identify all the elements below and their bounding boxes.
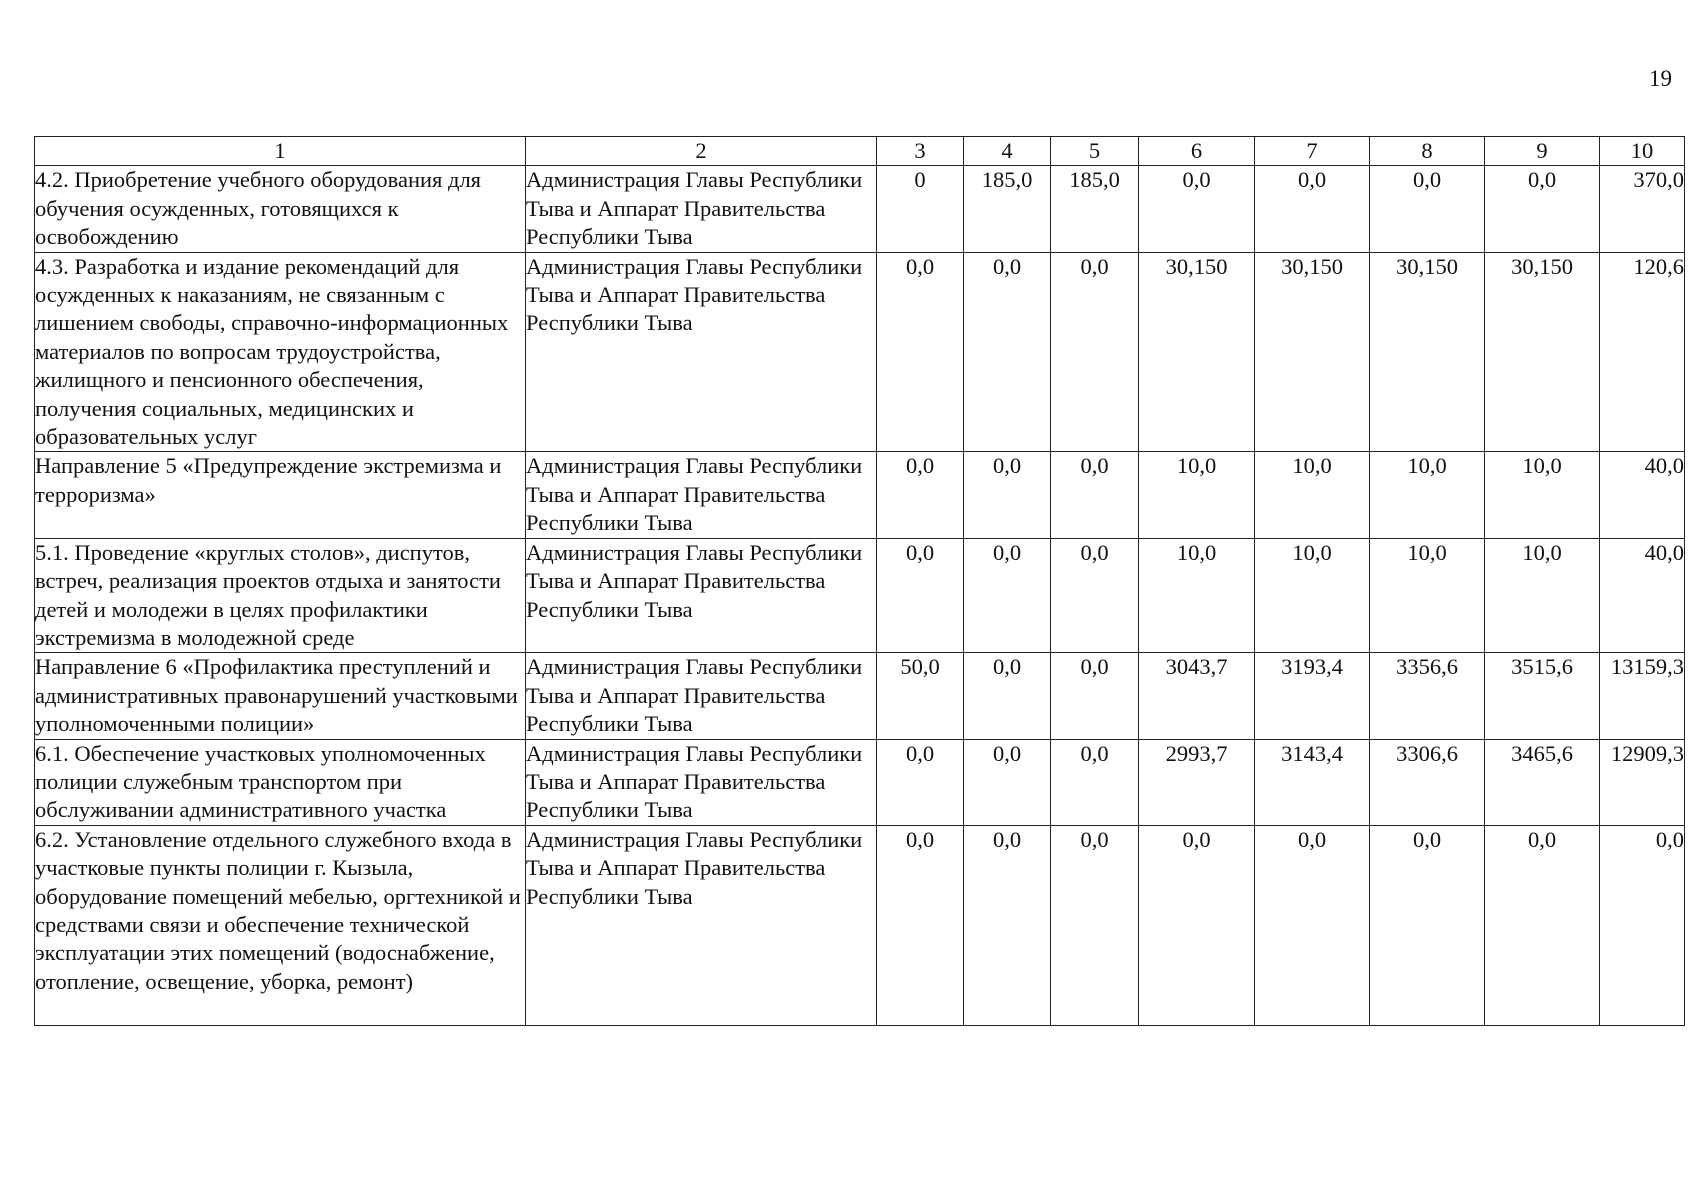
total-cell: 13159,3	[1600, 653, 1685, 739]
value-cell: 10,0	[1485, 538, 1600, 653]
value-cell: 0,0	[964, 739, 1051, 825]
column-number: 5	[1051, 137, 1139, 166]
value-cell: 3515,6	[1485, 653, 1600, 739]
total-cell: 40,0	[1600, 538, 1685, 653]
value-cell: 0,0	[1255, 166, 1370, 252]
value-cell: 0,0	[877, 538, 964, 653]
table-row	[35, 538, 1685, 653]
value-cell: 3306,6	[1370, 739, 1485, 825]
value-cell: 0,0	[1370, 166, 1485, 252]
value-cell: 0,0	[877, 739, 964, 825]
page-number: 19	[1649, 66, 1672, 91]
column-number: 4	[964, 137, 1051, 166]
value-cell: 3143,4	[1255, 739, 1370, 825]
value-cell: 30,150	[1255, 252, 1370, 452]
executor: Администрация Главы Республики Тыва и Аппарат Правительства Республики Тыва	[526, 739, 877, 825]
value-cell: 30,150	[1139, 252, 1255, 452]
value-cell: 0,0	[1139, 825, 1255, 1025]
value-cell: 10,0	[1370, 538, 1485, 653]
column-number: 2	[526, 137, 877, 166]
executor: Администрация Главы Республики Тыва и Аппарат Правительства Республики Тыва	[526, 538, 877, 653]
column-number: 9	[1485, 137, 1600, 166]
value-cell: 10,0	[1255, 452, 1370, 538]
value-cell: 0,0	[1051, 739, 1139, 825]
value-cell: 0,0	[964, 825, 1051, 1025]
total-cell: 120,6	[1600, 252, 1685, 452]
total-cell: 370,0	[1600, 166, 1685, 252]
executor: Администрация Главы Республики Тыва и Аппарат Правительства Республики Тыва	[526, 825, 877, 1025]
value-cell: 30,150	[1485, 252, 1600, 452]
value-cell: 2993,7	[1139, 739, 1255, 825]
value-cell: 10,0	[1370, 452, 1485, 538]
value-cell: 0,0	[877, 452, 964, 538]
value-cell: 3356,6	[1370, 653, 1485, 739]
value-cell: 30,150	[1370, 252, 1485, 452]
value-cell: 0,0	[877, 825, 964, 1025]
column-number: 3	[877, 137, 964, 166]
executor: Администрация Главы Республики Тыва и Аппарат Правительства Республики Тыва	[526, 252, 877, 452]
activity-name: Направление 6 «Профилактика преступлений и административных правонарушений участковыми уполномоченными полиции»	[35, 653, 526, 739]
total-cell: 0,0	[1600, 825, 1685, 1025]
activity-name: 6.1. Обеспечение участковых уполномоченных полиции служебным транспортом при обслуживании административного участка	[35, 739, 526, 825]
activity-name: 5.1. Проведение «круглых столов», диспутов, встреч, реализация проектов отдыха и занятости детей и молодежи в целях профилактики экстремизма в молодежной среде	[35, 538, 526, 653]
value-cell: 0,0	[1051, 825, 1139, 1025]
column-number: 8	[1370, 137, 1485, 166]
value-cell: 10,0	[1485, 452, 1600, 538]
value-cell: 10,0	[1255, 538, 1370, 653]
column-number-row	[35, 137, 1685, 166]
value-cell: 185,0	[964, 166, 1051, 252]
value-cell: 0,0	[1255, 825, 1370, 1025]
value-cell: 185,0	[1051, 166, 1139, 252]
table-row	[35, 739, 1685, 825]
table-row	[35, 252, 1685, 452]
value-cell: 0,0	[964, 452, 1051, 538]
value-cell: 0,0	[1485, 166, 1600, 252]
activity-name: 4.2. Приобретение учебного оборудования для обучения осужденных, готовящихся к освобождению	[35, 166, 526, 252]
program-funding-table	[34, 136, 1685, 1026]
column-number: 6	[1139, 137, 1255, 166]
value-cell: 50,0	[877, 653, 964, 739]
activity-name: 6.2. Установление отдельного служебного входа в участковые пункты полиции г. Кызыла, оборудование помещений мебелью, оргтехникой и средствами связи и обеспечение технической эксплуатации этих помещений (водоснабжение, отопление, освещение, уборка, ремонт)	[35, 825, 526, 1025]
value-cell: 0,0	[1051, 252, 1139, 452]
value-cell: 0,0	[877, 252, 964, 452]
activity-name: Направление 5 «Предупреждение экстремизма и терроризма»	[35, 452, 526, 538]
column-number: 10	[1600, 137, 1685, 166]
value-cell: 3193,4	[1255, 653, 1370, 739]
column-number: 7	[1255, 137, 1370, 166]
table-row	[35, 653, 1685, 739]
value-cell: 3465,6	[1485, 739, 1600, 825]
column-number: 1	[35, 137, 526, 166]
value-cell: 0,0	[1370, 825, 1485, 1025]
executor: Администрация Главы Республики Тыва и Аппарат Правительства Республики Тыва	[526, 452, 877, 538]
table-row	[35, 166, 1685, 252]
value-cell: 0	[877, 166, 964, 252]
value-cell: 0,0	[1051, 538, 1139, 653]
value-cell: 0,0	[1139, 166, 1255, 252]
activity-name: 4.3. Разработка и издание рекомендаций для осужденных к наказаниям, не связанным с лишением свободы, справочно-информационных материалов по вопросам трудоустройства, жилищного и пенсионного обеспечения, получения социальных, медицинских и образовательных услуг	[35, 252, 526, 452]
value-cell: 0,0	[964, 653, 1051, 739]
value-cell: 0,0	[964, 252, 1051, 452]
value-cell: 3043,7	[1139, 653, 1255, 739]
executor: Администрация Главы Республики Тыва и Аппарат Правительства Республики Тыва	[526, 166, 877, 252]
value-cell: 0,0	[964, 538, 1051, 653]
total-cell: 40,0	[1600, 452, 1685, 538]
value-cell: 0,0	[1485, 825, 1600, 1025]
value-cell: 0,0	[1051, 452, 1139, 538]
value-cell: 10,0	[1139, 538, 1255, 653]
value-cell: 0,0	[1051, 653, 1139, 739]
table-row	[35, 825, 1685, 1025]
total-cell: 12909,3	[1600, 739, 1685, 825]
value-cell: 10,0	[1139, 452, 1255, 538]
executor: Администрация Главы Республики Тыва и Аппарат Правительства Республики Тыва	[526, 653, 877, 739]
table-row	[35, 452, 1685, 538]
